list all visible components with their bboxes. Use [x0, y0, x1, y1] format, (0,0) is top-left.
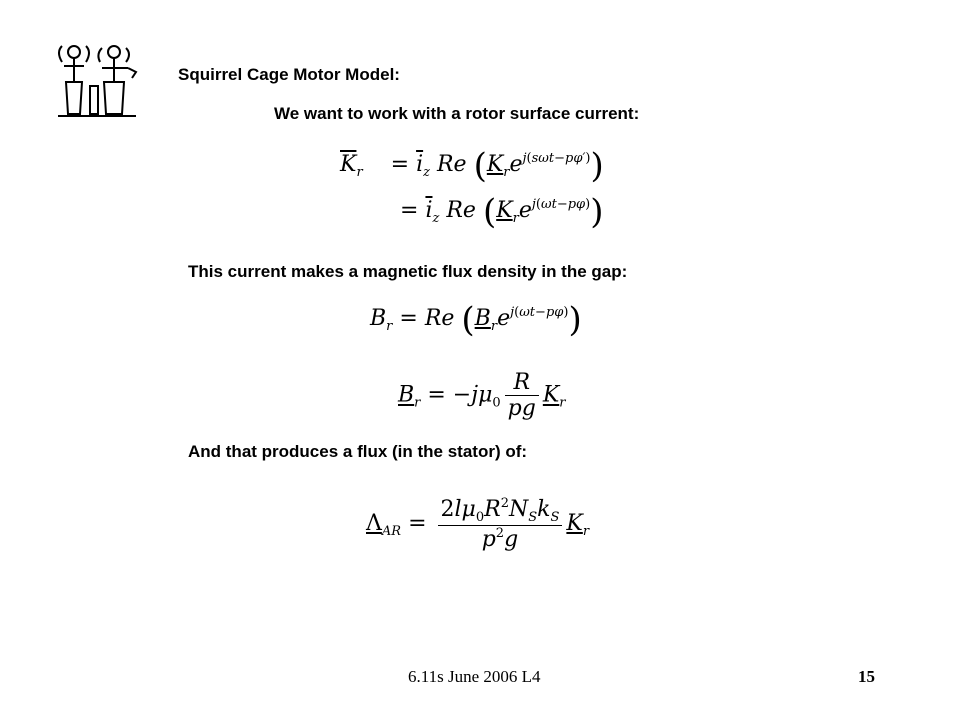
slide-title: Squirrel Cage Motor Model:	[178, 65, 400, 84]
equation-flux-density: $B_r = Re$ $(B_re^{j(\omega t-p\varphi)})$	[370, 300, 582, 340]
page-number: 15	[858, 667, 875, 686]
equation-rotor-current-1: $\overline{K}_r$ = $\overline{i}_z$ Re $(K_re^{j(s\omega t-p\varphi')})$	[340, 146, 604, 186]
text-stator-flux: And that produces a flux (in the stator) of:	[188, 442, 528, 461]
text-flux-density: This current makes a magnetic flux density in the gap:	[188, 262, 628, 281]
footer-course-label: 6.11s June 2006 L4	[408, 667, 541, 686]
equation-stator-flux: $\Lambda_{AR}$ = $\frac{2l\mu_0R^2N_Sk_S}{p^2g}$ $K_r$	[366, 496, 590, 552]
equation-rotor-current-2: = $\overline{i}_z$ Re $(K_re^{j(\omega t-p\varphi)})$	[400, 192, 604, 232]
text-rotor-surface-current: We want to work with a rotor surface current:	[274, 104, 640, 123]
mit-figures-logo-icon	[52, 42, 142, 118]
equation-flux-density-phasor: $B_r = -j\mu_0$ $\frac{R}{pg}$ $K_r$	[398, 370, 566, 421]
